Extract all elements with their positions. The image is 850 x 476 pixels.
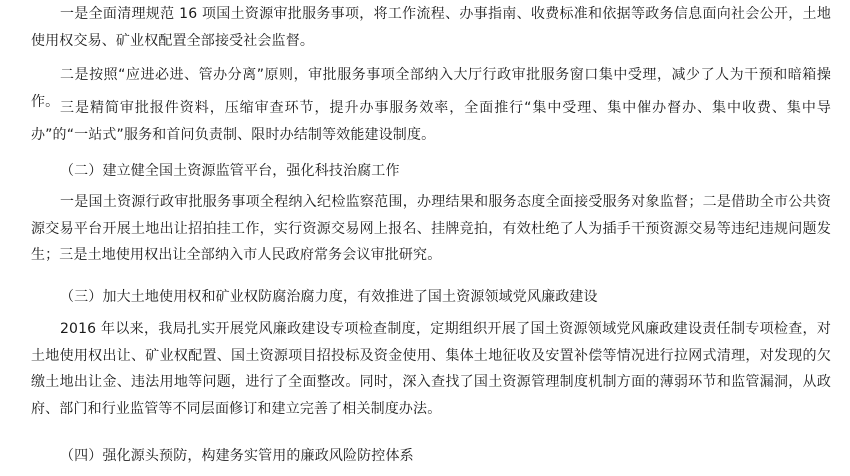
paragraph-4: 一是国土资源行政审批服务事项全程纳入纪检监察范围，办理结果和服务态度全面接受服务对象监督；二是借助全市公共资源交易平台开展土地出让招拍挂工作，实行资源交易网上报名、挂牌竞拍，有效杜绝了人为插手干预资源交易等违纪违规问题发生；三是土地使用权出让全部纳入市人民政府常务会议审批研究。 (31, 194, 831, 263)
section-heading-4: （四）强化源头预防，构建务实管用的廉政风险防控体系 (60, 448, 414, 464)
section-heading-3: （三）加大土地使用权和矿业权防腐治腐力度，有效推进了国土资源领域党风廉政建设 (60, 289, 598, 305)
paragraph-3: 三是精简审批报件资料，压缩审查环节，提升办事服务效率，全面推行“集中受理、集中催办督办、集中收费、集中导办”的“一站式”服务和首问负责制、限时办结制等效能建设制度。 (31, 100, 831, 143)
paragraph-5: 2016 年以来，我局扎实开展党风廉政建设专项检查制度，定期组织开展了国土资源领域党风廉政建设责任制专项检查，对土地使用权出让、矿业权配置、国土资源项目招投标及资金使用、集体土地征收及安置补偿等情况进行拉网式清理，对发现的欠缴土地出让金、违法用地等问题，进行了全面整改。同时，深入查找了国土资源管理制度机制方面的薄弱环节和监管漏洞，从政府、部门和行业监管等不同层面修订和建立完善了相关制度办法。 (31, 321, 831, 417)
paragraph-2: 二是按照“应进必进、管办分离”原则，审批服务事项全部纳入大厅行政审批服务窗口集中受理，减少了人为干预和暗箱操作。 (31, 67, 831, 110)
section-heading-2: （二）建立健全国土资源监管平台，强化科技治腐工作 (60, 163, 400, 179)
paragraph-1: 一是全面清理规范 16 项国土资源审批服务事项，将工作流程、办事指南、收费标准和依据等政务信息面向社会公开，土地使用权交易、矿业权配置全部接受社会监督。 (31, 6, 831, 49)
